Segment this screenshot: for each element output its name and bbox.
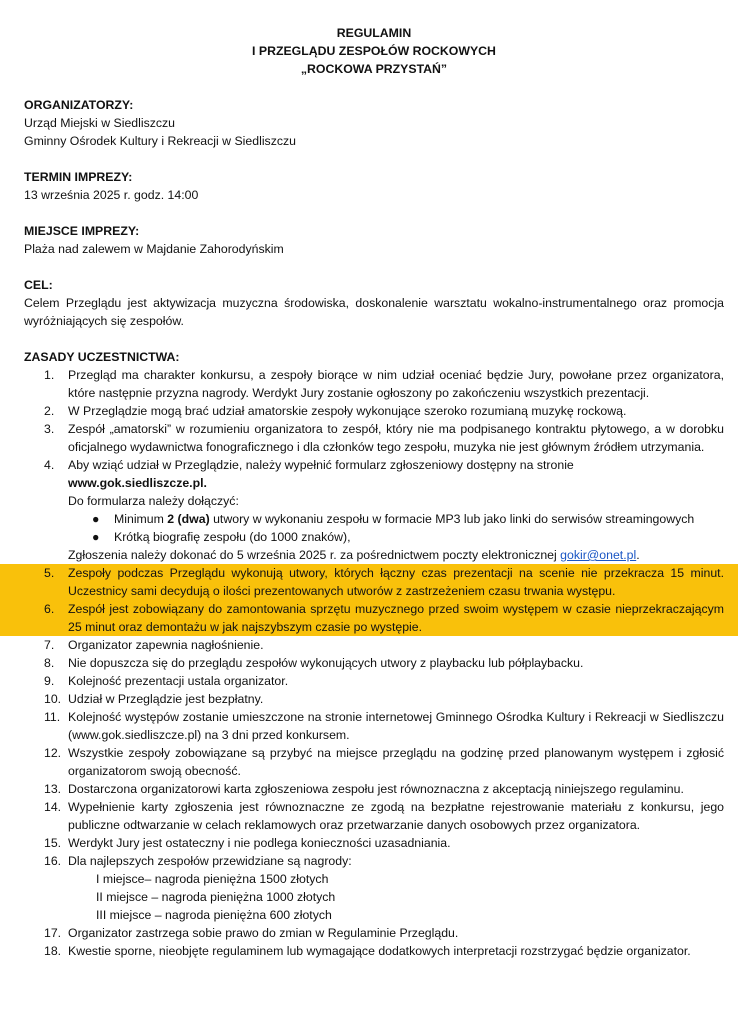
attachment-list [68,510,724,546]
rule-item [24,798,724,834]
rule-item [24,834,724,852]
rule-number: 8. [44,656,55,670]
rule-text: Wszystkie zespoły zobowiązane są przybyć na miejsce przeglądu na godzinę przed planowanym występem i zgłosić organizatorom swoją obecność. [68,746,724,778]
rule-text: Organizator zastrzega sobie prawo do zmian w Regulaminie Przeglądu. [68,926,459,940]
rule-text: Zespół jest zobowiązany do zamontowania sprzętu muzycznego przed swoim występem w czasie nieprzekraczającym 25 minut oraz demontażu w jak najszybszym czasie po występie. [68,602,724,634]
attachment-item [68,528,724,546]
rule-number: 4. [44,458,55,472]
bullet-text-bold: 2 (dwa) [167,512,210,526]
rule-number: 18. [44,944,62,958]
rule-text: Organizator zapewnia nagłośnienie. [68,638,264,652]
rule-text: Werdykt Jury jest ostateczny i nie podlega konieczności uzasadniania. [68,836,451,850]
rule-number: 6. [44,602,55,616]
rule-item [24,654,724,672]
organizer-line: Gminny Ośrodek Kultury i Rekreacji w Siedliszczu [24,134,296,148]
rule-number: 15. [44,836,62,850]
title-line-2: I PRZEGLĄDU ZESPOŁÓW ROCKOWYCH [252,44,496,58]
goal-text: Celem Przeglądu jest aktywizacja muzyczna środowiska, doskonalenie warsztatu wokalno-instrumentalnego oraz promocja wyróżniających się zespołów. [24,296,724,328]
rule-item-highlighted [0,564,738,600]
rule-item-highlighted [0,600,738,636]
rule-text: W Przeglądzie mogą brać udział amatorskie zespoły wykonujące szeroko rozumianą muzykę rockową. [68,404,627,418]
rules-section [24,348,724,960]
rule-number: 14. [44,800,62,814]
rule-item [24,402,724,420]
rule-number: 2. [44,404,55,418]
rules-heading: ZASADY UCZESTNICTWA: [24,350,180,364]
rule-item [24,456,724,564]
email-link[interactable]: gokir@onet.pl [560,548,637,562]
rule-item [24,708,724,744]
rule-text: Aby wziąć udział w Przeglądzie, należy wypełnić formularz zgłoszeniowy dostępny na stronie [68,458,574,472]
prize-item: III miejsce – nagroda pieniężna 600 złotych [96,908,332,922]
attachment-intro: Do formularza należy dołączyć: [68,494,239,508]
organizer-line: Urząd Miejski w Siedliszczu [24,116,176,130]
bullet-icon: ● [92,530,100,544]
rule-text: Nie dopuszcza się do przeglądu zespołów wykonujących utwory z playbacku lub półplaybacku. [68,656,584,670]
organizers-heading: ORGANIZATORZY: [24,98,134,112]
rule-text: Zespół „amatorski” w rozumieniu organizatora to zespół, który nie ma podpisanego kontraktu płytowego, a w dorobku oficjalnego wydawnictwa fonograficznego i dla członków tego zespołu, muzyka nie jest głównym źródłem utrzymania. [68,422,724,454]
title-line-1: REGULAMIN [336,26,412,40]
rule-number: 17. [44,926,62,940]
date-value: 13 września 2025 r. godz. 14:00 [24,188,199,202]
rule-item [24,744,724,780]
goal-heading: CEL: [24,278,53,292]
title-line-3: „ROCKOWA PRZYSTAŃ” [300,62,448,76]
goal-section [24,276,724,330]
place-value: Plaża nad zalewem w Majdanie Zahorodyńskim [24,242,284,256]
rule-text: Kwestie sporne, nieobjęte regulaminem lub wymagające dodatkowych interpretacji rozstrzygać będzie organizator. [68,944,691,958]
bullet-text: Krótką biografię zespołu (do 1000 znaków), [114,530,351,544]
rule-number: 1. [44,368,55,382]
rule-number: 11. [44,710,61,724]
rule-text: Wypełnienie karty zgłoszenia jest równoznaczne ze zgodą na bezpłatne rejestrowanie materiału z konkursu, jego publiczne odtwarzanie w celach reklamowych oraz przetwarzanie danych osobowych przez organizatora. [68,800,724,832]
place-section [24,222,724,258]
rule-number: 16. [44,854,62,868]
prize-item: II miejsce – nagroda pieniężna 1000 złotych [96,890,336,904]
bullet-text: Minimum [114,512,168,526]
regulation-document [24,24,724,960]
prize-item: I miejsce– nagroda pieniężna 1500 złotych [96,872,329,886]
rule-number: 5. [44,566,55,580]
deadline-label: Zgłoszenia należy dokonać do 5 września 2025 r. za pośrednictwem poczty elektronicznej [68,548,561,562]
rule-number: 12. [44,746,62,760]
rule-item [24,366,724,402]
rule-text: Zespoły podczas Przeglądu wykonują utwory, których łączny czas prezentacji na scenie nie przekracza 15 minut. Uczestnicy sami decydują o ilości prezentowanych utworów z zastrzeżeniem czasu trwania występu. [68,566,724,598]
document-title [24,24,724,78]
rule-text: Kolejność prezentacji ustala organizator. [68,674,289,688]
rule-item [24,924,724,942]
rules-list [24,366,724,960]
rule-number: 9. [44,674,55,688]
bullet-text: utwory w wykonaniu zespołu w formacie MP3 lub jako linki do serwisów streamingowych [209,512,695,526]
rule-text: Udział w Przeglądzie jest bezpłatny. [68,692,264,706]
rule-text: Dostarczona organizatorowi karta zgłoszeniowa zespołu jest równoznaczna z akceptacją niniejszego regulaminu. [68,782,684,796]
rule-item [24,672,724,690]
rule-item [24,636,724,654]
rule-item [24,942,724,960]
rule-number: 10. [44,692,62,706]
rule-number: 3. [44,422,55,436]
rule-text: Dla najlepszych zespołów przewidziane są nagrody: [68,854,352,868]
rule-item [24,780,724,798]
rule-text: Przegląd ma charakter konkursu, a zespoły biorące w nim udział oceniać będzie Jury, powołane przez organizatora, które następnie przyzna nagrody. Werdykt Jury zostanie ogłoszony po zakończeniu wszystkich prezentacji. [68,368,724,400]
rule-item [24,852,724,924]
date-section [24,168,724,204]
rule-number: 7. [44,638,55,652]
place-heading: MIEJSCE IMPREZY: [24,224,140,238]
rule-item [24,420,724,456]
website-text: www.gok.siedliszcze.pl. [68,476,207,490]
rule-text: Kolejność występów zostanie umieszczone na stronie internetowej Gminnego Ośrodka Kultury i Rekreacji w Siedliszczu (www.gok.siedliszcze.pl) na 3 dni przed konkursem. [68,710,724,742]
deadline-dot: . [636,548,640,562]
prize-list [68,870,724,924]
rule-number: 13. [44,782,62,796]
date-heading: TERMIN IMPREZY: [24,170,133,184]
organizers-section [24,96,724,150]
bullet-icon: ● [92,512,100,526]
deadline-text [68,546,724,564]
rule-item [24,690,724,708]
attachment-item [68,510,724,528]
